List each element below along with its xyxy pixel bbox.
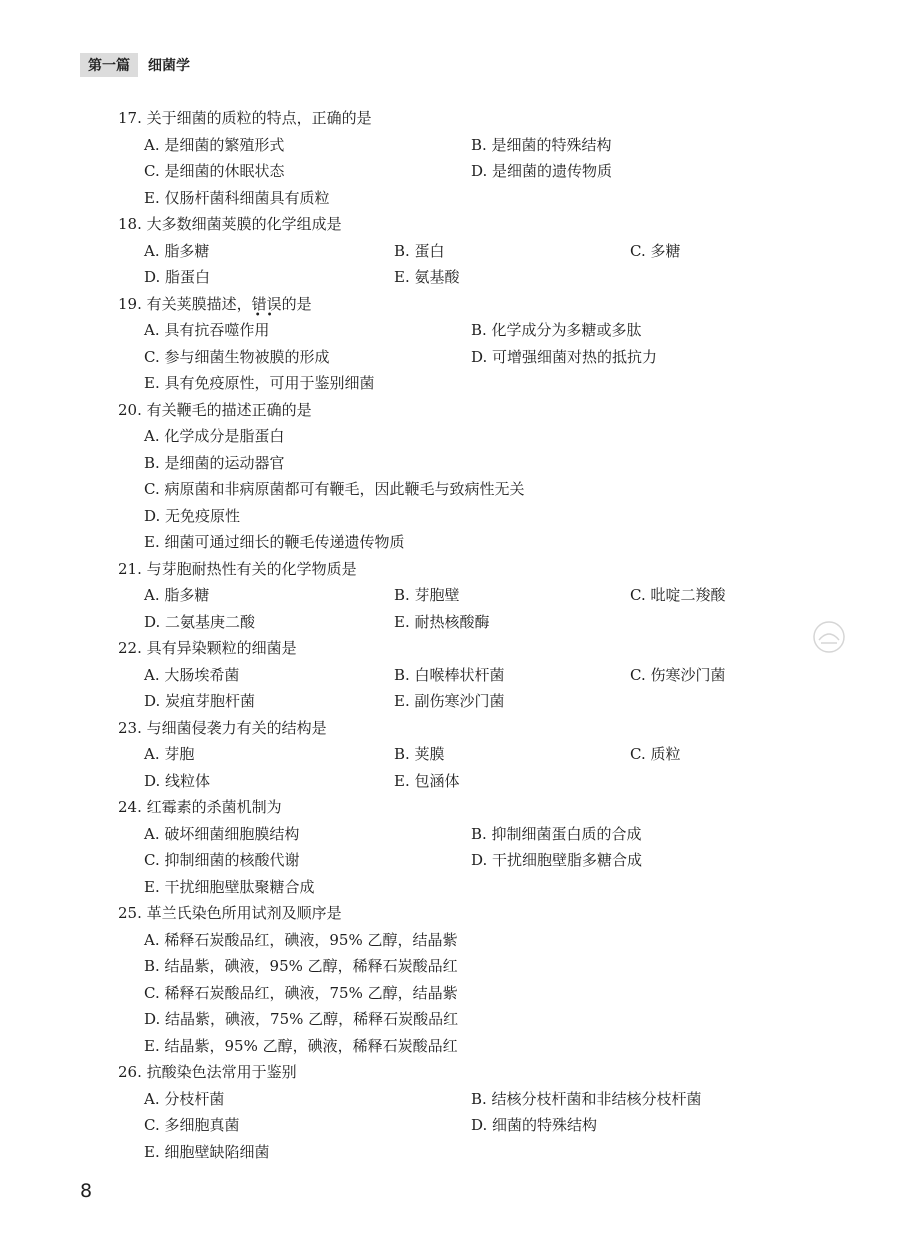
- question-stem: 17. 关于细菌的质粒的特点，正确的是: [118, 109, 372, 127]
- option-c: C. 吡啶二羧酸: [630, 586, 726, 604]
- section-title: 细菌学: [148, 58, 190, 74]
- option-a: A. 化学成分是脂蛋白: [144, 427, 285, 445]
- question-stem: [118, 291, 778, 321]
- stem-start: 19. 有关荚膜描述，: [118, 294, 252, 313]
- question-20: [118, 397, 778, 556]
- option-b: B. 抑制细菌蛋白质的合成: [471, 824, 642, 843]
- option-a: A. 脂多糖: [144, 241, 210, 260]
- question-stem: 20. 有关鞭毛的描述正确的是: [118, 400, 312, 419]
- chapter-label: 第一篇: [80, 53, 138, 77]
- stem-end: 的是: [281, 294, 312, 313]
- option-a: A. 具有抗吞噬作用: [144, 321, 270, 339]
- option-e: E. 副伤寒沙门菌: [394, 692, 505, 710]
- question-stem: 18. 大多数细菌荚膜的化学组成是: [118, 215, 342, 233]
- option-b: B. 蛋白: [394, 241, 445, 260]
- option-e: E. 细菌可通过细长的鞭毛传递遗传物质: [144, 533, 405, 551]
- option-e: E. 仅肠杆菌科细菌具有质粒: [144, 188, 330, 207]
- option-b: B. 结核分枝杆菌和非结核分枝杆菌: [471, 1089, 702, 1108]
- question-23: [118, 715, 778, 795]
- question-stem: 26. 抗酸染色法常用于鉴别: [118, 1063, 297, 1081]
- option-d: D. 线粒体: [144, 771, 211, 790]
- question-stem: 24. 红霉素的杀菌机制为: [118, 798, 282, 816]
- question-21: [118, 556, 778, 636]
- option-b: B. 结晶紫，碘液，95% 乙醇，稀释石炭酸品红: [144, 957, 458, 975]
- option-d: D. 无免疫原性: [144, 506, 241, 525]
- question-stem: 23. 与细菌侵袭力有关的结构是: [118, 718, 327, 737]
- option-c: C. 抑制细菌的核酸代谢: [144, 851, 300, 869]
- option-a: A. 分枝杆菌: [144, 1089, 225, 1108]
- question-list: [118, 105, 778, 1165]
- option-d: D. 是细菌的遗传物质: [471, 162, 613, 180]
- question-18: [118, 211, 778, 291]
- question-19: [118, 291, 778, 397]
- option-d: D. 干扰细胞壁脂多糖合成: [471, 851, 643, 869]
- question-17: [118, 105, 778, 211]
- option-b: B. 荚膜: [394, 745, 445, 763]
- question-24: [118, 794, 778, 900]
- emphasis-dots: ••: [254, 309, 279, 321]
- option-e: E. 具有免疫原性，可用于鉴别细菌: [144, 374, 375, 392]
- question-stem: 25. 革兰氏染色所用试剂及顺序是: [118, 904, 342, 922]
- option-e: E. 氨基酸: [394, 268, 460, 286]
- option-a: A. 破坏细菌细胞膜结构: [144, 824, 300, 843]
- option-d: D. 炭疽芽胞杆菌: [144, 692, 256, 710]
- option-b: B. 化学成分为多糖或多肽: [471, 321, 642, 339]
- option-a: A. 芽胞: [144, 745, 195, 763]
- running-header: [80, 54, 190, 76]
- option-e: E. 结晶紫，95% 乙醇，碘液，稀释石炭酸品红: [144, 1036, 458, 1055]
- option-d: D. 结晶紫，碘液，75% 乙醇，稀释石炭酸品红: [144, 1010, 459, 1028]
- option-b: B. 是细菌的运动器官: [144, 453, 285, 472]
- option-c: C. 质粒: [630, 745, 681, 763]
- option-e: E. 包涵体: [394, 771, 460, 790]
- option-b: B. 芽胞壁: [394, 586, 460, 604]
- option-c: C. 参与细菌生物被膜的形成: [144, 347, 330, 366]
- emphasized-word: 错误 ••: [251, 294, 282, 321]
- option-d: D. 二氨基庚二酸: [144, 612, 256, 631]
- option-c: C. 是细菌的休眠状态: [144, 162, 285, 180]
- option-e: E. 细胞壁缺陷细菌: [144, 1142, 270, 1161]
- option-b: B. 是细菌的特殊结构: [471, 135, 612, 154]
- option-d: D. 脂蛋白: [144, 268, 211, 286]
- publisher-watermark-icon: [812, 620, 846, 654]
- question-22: [118, 635, 778, 715]
- option-c: C. 多糖: [630, 241, 681, 260]
- option-a: A. 稀释石炭酸品红，碘液，95% 乙醇，结晶紫: [144, 930, 458, 949]
- question-25: [118, 900, 778, 1059]
- option-e: E. 耐热核酸酶: [394, 612, 490, 631]
- question-stem: 22. 具有异染颗粒的细菌是: [118, 639, 297, 657]
- option-d: D. 可增强细菌对热的抵抗力: [471, 347, 658, 366]
- option-d: D. 细菌的特殊结构: [471, 1116, 598, 1134]
- option-a: A. 脂多糖: [144, 586, 210, 604]
- option-e: E. 干扰细胞壁肽聚糖合成: [144, 877, 315, 896]
- question-26: [118, 1059, 778, 1165]
- option-c: C. 病原菌和非病原菌都可有鞭毛，因此鞭毛与致病性无关: [144, 480, 525, 498]
- option-a: A. 大肠埃希菌: [144, 665, 240, 684]
- option-a: A. 是细菌的繁殖形式: [144, 135, 285, 154]
- option-b: B. 白喉棒状杆菌: [394, 665, 505, 684]
- page-number: 8: [80, 1180, 93, 1202]
- option-c: C. 多细胞真菌: [144, 1116, 240, 1134]
- option-c: C. 稀释石炭酸品红，碘液，75% 乙醇，结晶紫: [144, 983, 458, 1002]
- question-stem: 21. 与芽胞耐热性有关的化学物质是: [118, 559, 357, 578]
- option-c: C. 伤寒沙门菌: [630, 665, 726, 684]
